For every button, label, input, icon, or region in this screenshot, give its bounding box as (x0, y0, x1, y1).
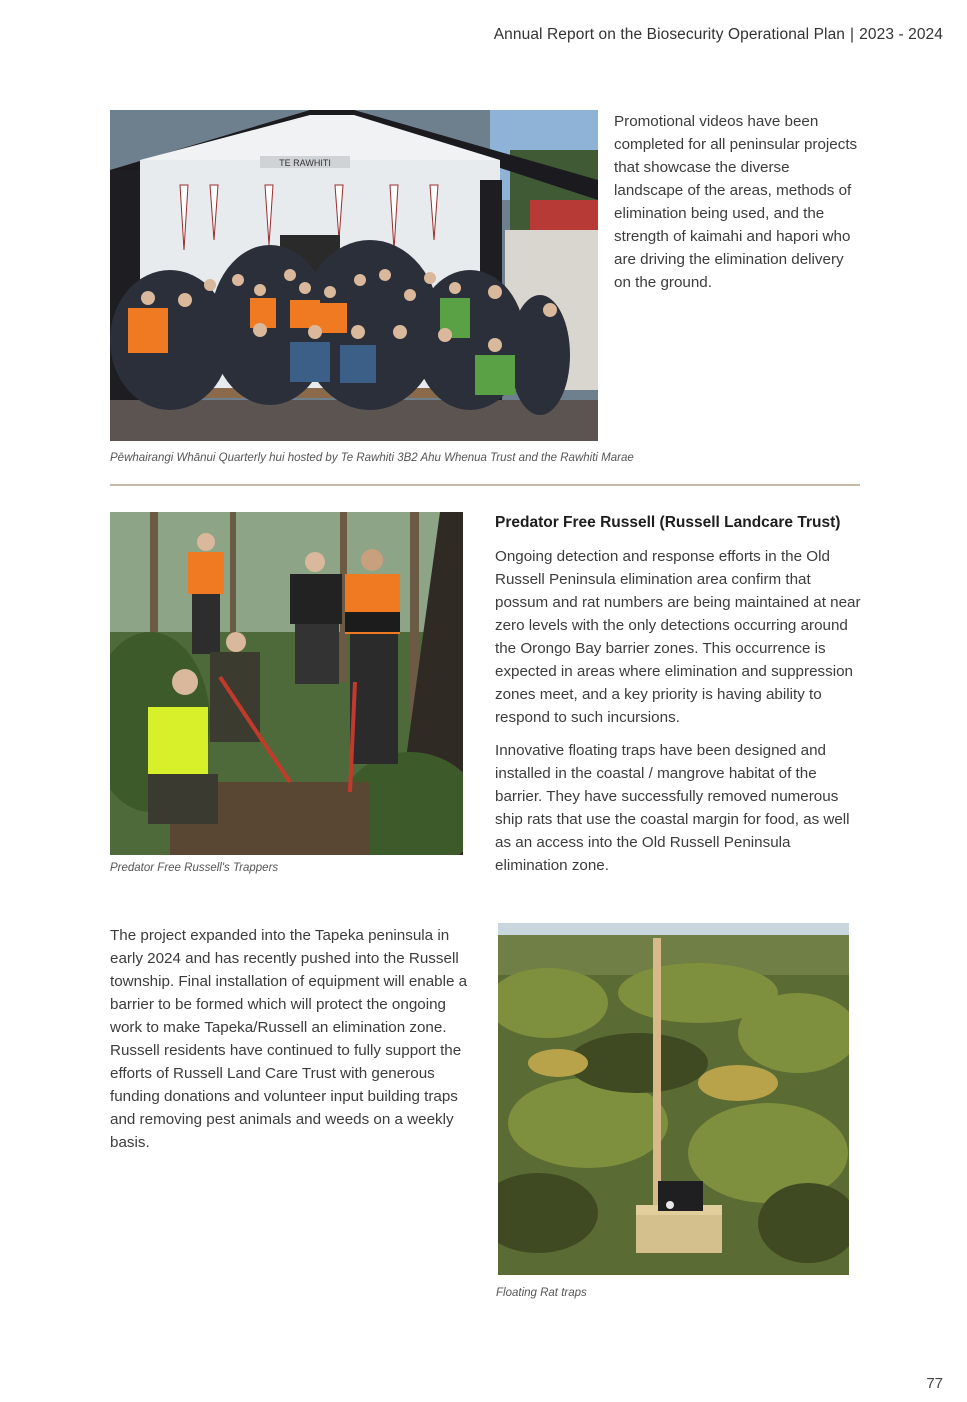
page-number: 77 (926, 1375, 943, 1392)
marae-group-photo (110, 110, 598, 441)
trappers-photo (110, 512, 463, 855)
header-years: 2023 - 2024 (859, 26, 943, 43)
floating-traps-paragraph: Innovative floating traps have been designed and installed in the coastal / mangrove habitat of the barrier. They have successfully removed numerous ship rats that use the coastal margin for food, as well as an access into the Old Russell Peninsula elimination zone. (495, 742, 850, 874)
header-separator: | (850, 26, 855, 43)
predator-free-russell-heading: Predator Free Russell (Russell Landcare Trust) (495, 514, 841, 531)
floating-traps-caption: Floating Rat traps (496, 1287, 587, 1299)
page-header (494, 26, 943, 44)
floating-rat-trap-photo (498, 923, 849, 1275)
section-divider (110, 484, 860, 486)
marae-sign-text: TE RAWHITI (279, 158, 331, 168)
tapeka-expansion-paragraph: The project expanded into the Tapeka peninsula in early 2024 and has recently pushed into the Russell township. Final installation of equipment will enable a barrier to be formed which will protect the ongoing work to make Tapeka/Russell an elimination zone. Russell residents have continued to fully support the efforts of Russell Land Care Trust with generous funding donations and volunteer input building traps and removing pest animals and weeds on a weekly basis. (110, 927, 468, 1151)
header-title: Annual Report on the Biosecurity Operational Plan (493, 26, 846, 43)
detection-paragraph: Ongoing detection and response efforts in the Old Russell Peninsula elimination area confirm that possum and rat numbers are being maintained at near zero levels with the only detections occurring around the Orongo Bay barrier zones. This occurrence is expected in areas where elimination and suppression zones meet, and a key priority is having ability to respond to such incursions. (495, 548, 861, 726)
marae-photo-caption: Pēwhairangi Whānui Quarterly hui hosted by Te Rawhiti 3B2 Ahu Whenua Trust and the Rawhiti Marae (110, 452, 634, 464)
predator-free-russell-text (495, 545, 863, 877)
tapeka-expansion-text (110, 924, 478, 1154)
promotional-videos-paragraph: Promotional videos have been completed for all peninsular projects that showcase the diverse landscape of the areas, methods of elimination being used, and the strength of kaimahi and hapori who are driving the elimination delivery on the ground. (614, 113, 858, 291)
trappers-photo-caption: Predator Free Russell's Trappers (110, 862, 279, 874)
promotional-videos-text (614, 110, 862, 294)
